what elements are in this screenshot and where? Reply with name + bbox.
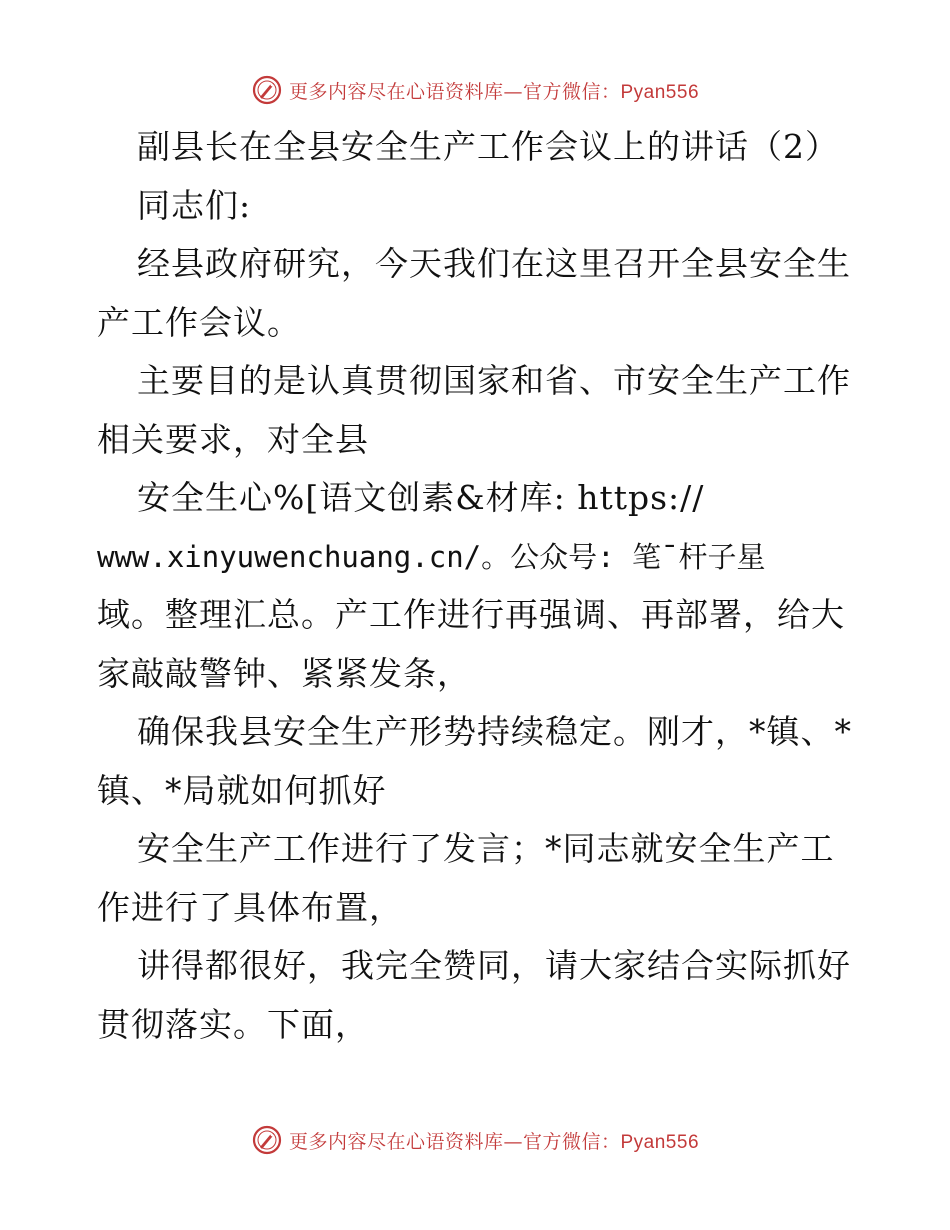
banner-site-text: 更多内容尽在心语资料库 (288, 1130, 504, 1153)
paragraph-line: 主要目的是认真贯彻国家和省、市安全生产工作 (137, 361, 851, 400)
banner-site-text: 更多内容尽在心语资料库 (288, 80, 504, 103)
paragraph-line: 产工作会议。 (97, 302, 301, 342)
paragraph-line: 相关要求，对全县 (97, 419, 369, 459)
banner-wechat-id: Pyan556 (620, 1131, 700, 1153)
paragraph-line: 同志们: (137, 185, 252, 225)
banner-dash: — (503, 1130, 523, 1153)
document-body (97, 118, 857, 1054)
pen-nib-seal-icon (251, 1124, 283, 1156)
paragraph-line: 安全生产工作进行了发言；*同志就安全生产工 (137, 829, 835, 868)
paragraph-line: 作进行了具体布置， (97, 887, 403, 927)
banner-text (289, 77, 699, 104)
paragraph-line: 确保我县安全生产形势持续稳定。刚才，*镇、* (137, 712, 852, 751)
paragraph-line: 家敲敲警钟、紧紧发条， (97, 653, 471, 693)
paragraph-line: 镇、*局就如何抓好 (97, 770, 387, 810)
banner-text (289, 1127, 699, 1154)
paragraph-line: www.xinyuwenchuang.cn/。公众号: 笔¯杆子星 (97, 539, 766, 574)
banner-wechat-id: Pyan556 (620, 81, 700, 103)
document-title: 副县长在全县安全生产工作会议上的讲话（2） (137, 127, 839, 166)
footer-banner (0, 1120, 950, 1160)
paragraph-line: 讲得都很好，我完全赞同，请大家结合实际抓好 (137, 946, 851, 985)
header-banner (0, 70, 950, 110)
banner-wechat-label: 官方微信： (522, 80, 621, 103)
banner-dash: — (503, 80, 523, 103)
pen-nib-seal-icon (251, 74, 283, 106)
paragraph-line: 经县政府研究，今天我们在这里召开全县安全生 (137, 244, 851, 283)
paragraph-line: 域。整理汇总。产工作进行再强调、再部署，给大 (97, 595, 845, 634)
paragraph-line: 贯彻落实。下面， (97, 1004, 369, 1044)
banner-wechat-label: 官方微信： (522, 1130, 621, 1153)
paragraph-line: 安全生心%[语文创素&材库: https:// (137, 478, 705, 517)
